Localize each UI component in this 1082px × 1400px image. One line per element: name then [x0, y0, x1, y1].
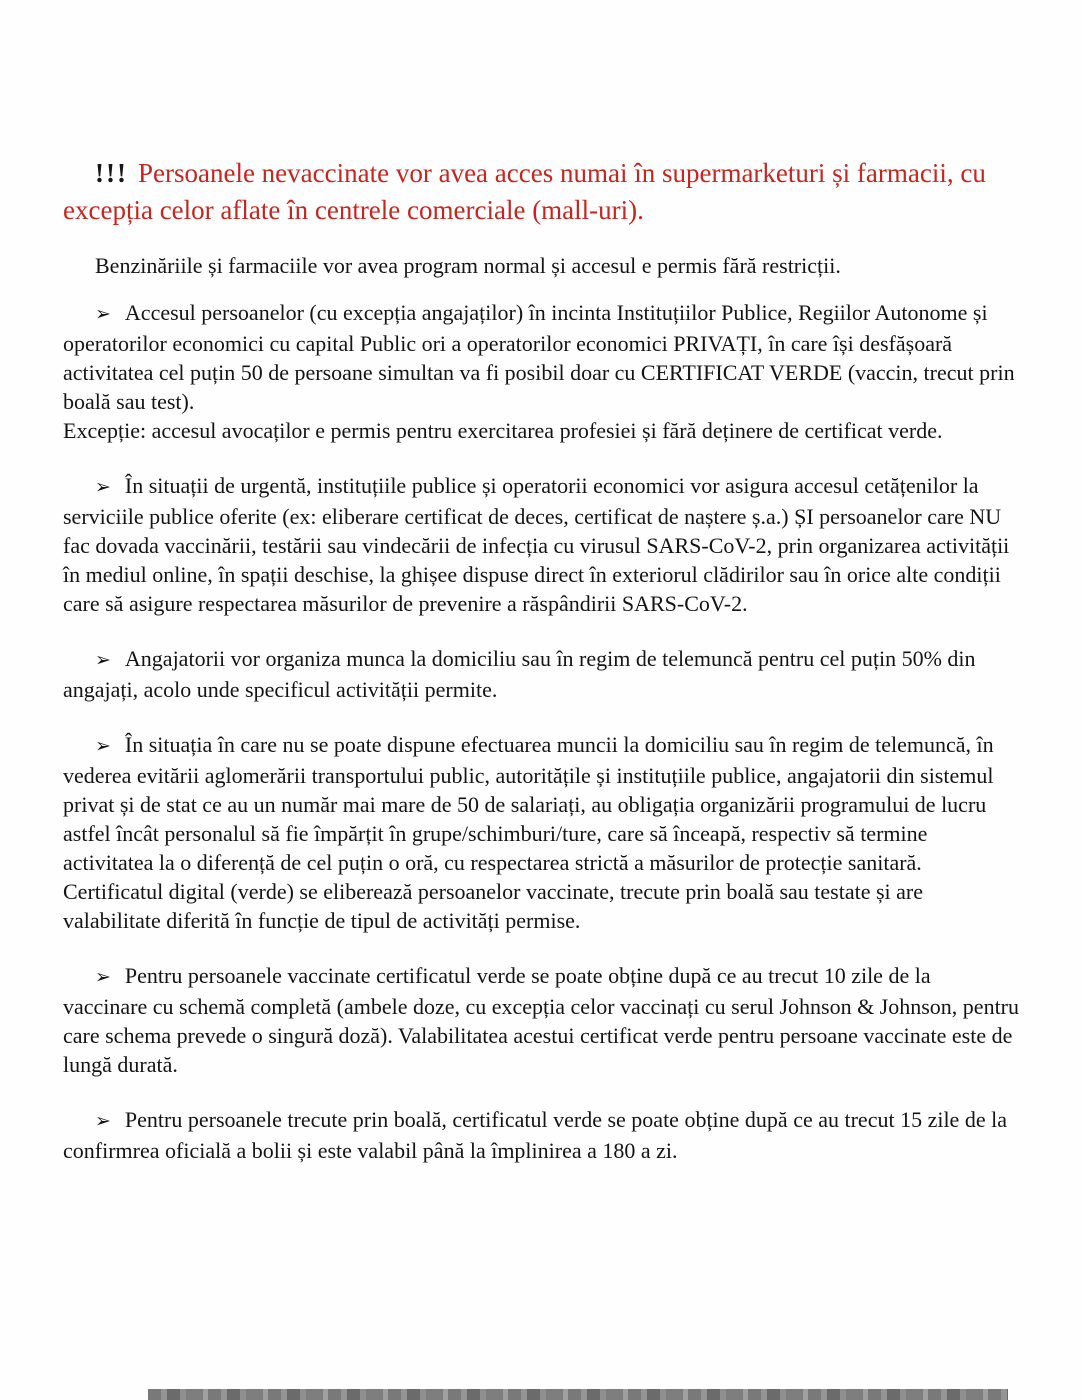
bullet-item [63, 1105, 1020, 1165]
bullet-block-recovered [63, 1105, 1020, 1165]
bullet-text: Pentru persoanele vaccinate certificatul verde se poate obține după ce au trecut 10 zile de la vaccinare cu schemă completă (ambele doze, cu excepția celor vaccinați cu serul Johnson & Johnson, pentru care schema prevede o singură doză). Valabilitatea acestui certificat verde pentru persoane vaccinate este de lungă durată. [63, 963, 1020, 1077]
bullet-note: Certificatul digital (verde) se eliberează persoanelor vaccinate, trecute prin boală sau testate și are valabilitate diferită în funcție de tipul de activități permise. [63, 879, 924, 933]
bullet-block-vaccinated [63, 961, 1020, 1079]
alert-text: Persoanele nevaccinate vor avea acces numai în supermarketuri și farmacii, cu excepția celor aflate în centrele comerciale (mall-uri). [63, 158, 986, 225]
bullet-text: În situații de urgentă, instituțiile publice și operatorii economici vor asigura accesul cetățenilor la serviciile publice oferite (ex: eliberare certificat de deces, certificat de naștere ș.a.) ȘI persoanelor care NU fac dovada vaccinării, testării sau vindecării de infecția cu virusul SARS-CoV-2, prin organizarea activității în mediul online, în spații deschise, la ghișee dispuse direct în exteriorul clădirilor sau în orice alte condiții care să asigure respectarea măsurilor de prevenire a răspândirii SARS-CoV-2. [63, 473, 1010, 616]
arrow-bullet-icon: ➢ [95, 735, 111, 757]
bullet-text: Pentru persoanele trecute prin boală, certificatul verde se poate obține după ce au trecut 15 zile de la confirmrea oficială a bolii și este valabil până la împlinirea a 180 a zi. [63, 1107, 1007, 1163]
bullet-item [63, 298, 1020, 416]
bullet-item [63, 471, 1020, 618]
arrow-bullet-icon: ➢ [95, 966, 111, 988]
arrow-bullet-icon: ➢ [95, 1110, 111, 1132]
arrow-bullet-icon: ➢ [95, 303, 111, 325]
bullet-block-telework [63, 644, 1020, 704]
bullet-note: Excepție: accesul avocaților e permis pentru exercitarea profesiei și fără deținere de certificat verde. [63, 418, 943, 443]
arrow-bullet-icon: ➢ [95, 649, 111, 671]
bullet-text: Angajatorii vor organiza munca la domiciliu sau în regim de telemuncă pentru cel puțin 50% din angajați, acolo unde specificul activității permite. [63, 646, 976, 702]
bullet-block-emergency [63, 471, 1020, 618]
intro-paragraph: Benzinăriile și farmaciile vor avea program normal și accesul e permis fără restricții. [95, 253, 841, 278]
bullet-item [63, 730, 1020, 877]
alert-heading [63, 155, 1020, 229]
scan-artifact-strip [148, 1389, 1008, 1400]
bullet-text: Accesul persoanelor (cu excepția angajaților) în incinta Instituțiilor Publice, Regiilor Autonome și operatorilor economici cu capital Public ori a operatorilor economici PRIVAȚI, în care își desfășoară activitatea cel puțin 50 de persoane simultan va fi posibil doar cu CERTIFICAT VERDE (vaccin, trecut prin boală sau test). [63, 300, 1015, 414]
bullet-item [63, 644, 1020, 704]
bullet-block-schedule [63, 730, 1020, 935]
bullet-item [63, 961, 1020, 1079]
bullet-text: În situația în care nu se poate dispune efectuarea muncii la domiciliu sau în regim de telemuncă, în vederea evitării aglomerării transportului public, autoritățile și instituțiile publice, angajatorii din sistemul privat și de stat ce au un număr mai mare de 50 de salariați, au obligația organizării programului de lucru astfel încât personalul să fie împărțit în grupe/schimburi/ture, care să înceapă, respectiv să termine activitatea la o diferență de cel puțin o oră, cu respectarea strictă a măsurilor de protecție sanitară. [63, 732, 994, 875]
bullet-block-access [63, 298, 1020, 445]
alert-prefix: !!! [95, 158, 128, 188]
arrow-bullet-icon: ➢ [95, 476, 111, 498]
